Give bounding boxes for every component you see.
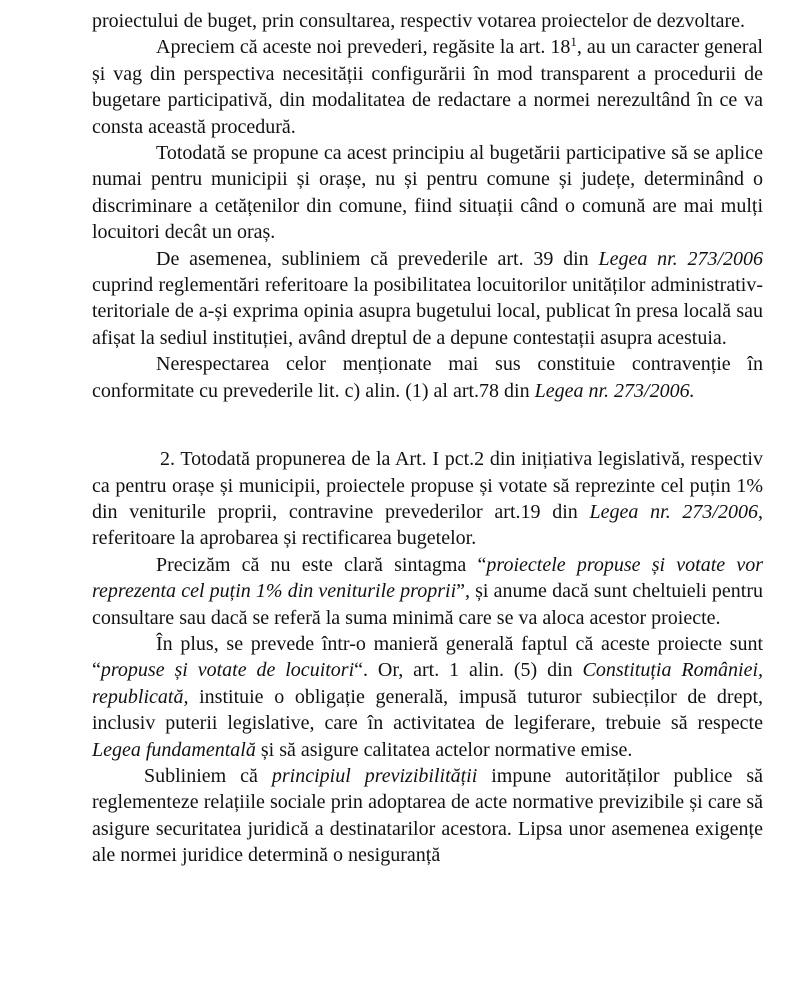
text-segment: , referitoare la aprobarea și rectificarea bugetelor.: [92, 500, 763, 550]
text-segment: instituie o obligație generală, impusă tuturor subiecților de drept, inclusiv puterii legislative, care în activitatea de legiferare, trebuie să respecte: [92, 685, 763, 735]
section-spacer: [92, 404, 763, 446]
text-segment: “. Or, art. 1 alin. (5) din: [354, 659, 583, 682]
italic-text: Legea fundamentală: [92, 738, 256, 761]
paragraph-6: [92, 446, 763, 552]
text-segment: impune autorităților publice să reglementeze relațiile sociale prin adoptarea de acte normative previzibile și care să asigure securitatea juridică a destinatarilor acestora. Lipsa unor asemenea exigențe ale normei juridice determină o nesiguranță: [92, 764, 763, 867]
document-page: [92, 8, 763, 869]
italic-text: propuse și votate de locuitori: [100, 659, 355, 682]
text-segment: De asemenea, subliniem că prevederile art. 39 din: [156, 247, 599, 270]
text-segment: 2. Totodată propunerea de la Art. I pct.2 din inițiativa legislativă, respectiv ca pentru orașe și municipii, proiectele propuse și votate să reprezinte cel puțin 1% din veniturile proprii, contravine prevederilor art.19 din: [92, 448, 763, 523]
paragraph-4: [92, 246, 763, 352]
text-segment: proiectului de buget, prin consultarea, respectiv votarea proiectelor de dezvoltare.: [92, 10, 746, 32]
text-segment: Subliniem că: [144, 764, 272, 787]
paragraph-9: [92, 763, 763, 869]
italic-text: principiul previzibilității: [271, 764, 478, 787]
italic-text: Constituția României, republicată,: [92, 659, 763, 708]
text-segment: și să asigure calitatea actelor normative emise.: [255, 738, 633, 761]
italic-text: Legea nr. 273/2006.: [534, 379, 695, 402]
text-segment: cuprind reglementări referitoare la posibilitatea locuitorilor unităților administrativ-teritoriale de a-și exprima opinia asupra bugetului local, publicat în presa locală sau afișat la sediul instituției, având dreptul de a depune contestații asupra acestuia.: [92, 274, 763, 349]
italic-text: Legea nr. 273/2006: [589, 500, 758, 523]
superscript: 1: [570, 34, 577, 50]
paragraph-5: [92, 351, 763, 404]
text-segment: Precizăm că nu este clară sintagma “: [156, 553, 487, 576]
text-segment: Totodată se propune ca acest principiu al bugetării participative să se aplice numai pentru municipii și orașe, nu și pentru comune și județe, determinând o discriminare a cetățenilor din comune, fiind situații când o comună are mai mulți locuitori decât un oraș.: [92, 142, 763, 244]
text-segment: Apreciem că aceste noi prevederi, regăsite la art. 18: [156, 36, 571, 59]
paragraph-7: [92, 552, 763, 631]
text-segment: ”, și anume dacă sunt cheltuieli pentru consultare sau dacă se referă la suma minimă care se va aloca acestor proiecte.: [92, 580, 763, 629]
paragraph-3: [92, 140, 763, 246]
italic-text: Legea nr. 273/2006: [598, 247, 763, 270]
paragraph-1: [92, 8, 763, 34]
text-segment: În plus, se prevede într-o manieră generală faptul că aceste proiecte sunt “: [92, 632, 763, 682]
text-segment: Nerespectarea celor menționate mai sus constituie contravenție în conformitate cu prevederile lit. c) alin. (1) al art.78 din: [92, 353, 763, 402]
paragraph-8: [92, 631, 763, 763]
paragraph-2: [92, 34, 763, 140]
italic-text: proiectele propuse și votate vor reprezenta cel puțin 1% din veniturile proprii: [92, 553, 763, 603]
text-segment: , au un caracter general și vag din perspectiva necesității configurării în mod transparent a procedurii de bugetare participativă, din modalitatea de redactare a normei nerezultând în ce va consta această procedură.: [92, 36, 763, 138]
